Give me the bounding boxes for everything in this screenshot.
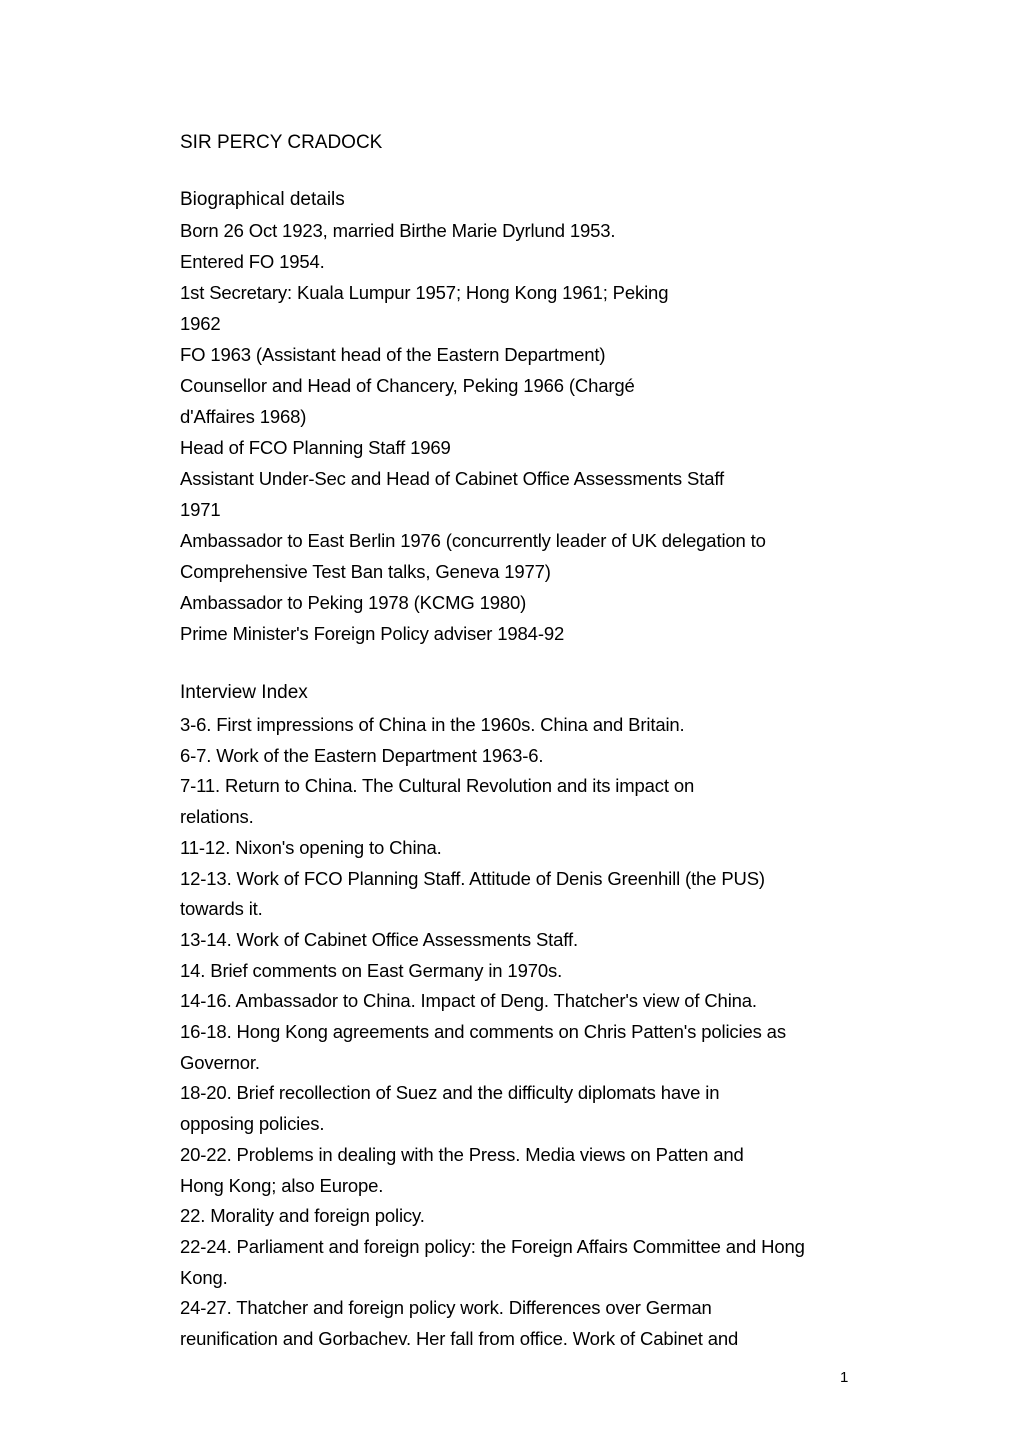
biography-line: Ambassador to East Berlin 1976 (concurrently leader of UK delegation to — [180, 530, 766, 551]
index-line: 6-7. Work of the Eastern Department 1963-6. — [180, 744, 544, 766]
biography-line: Ambassador to Peking 1978 (KCMG 1980) — [180, 592, 527, 613]
index-line: reunification and Gorbachev. Her fall from office. Work of Cabinet and — [180, 1328, 739, 1350]
index-line: opposing policies. — [180, 1113, 325, 1135]
index-line: 11-12. Nixon's opening to China. — [180, 836, 442, 858]
biography-line: Counsellor and Head of Chancery, Peking 1966 (Chargé — [180, 375, 635, 396]
index-line: Hong Kong; also Europe. — [180, 1174, 384, 1196]
biography-line: 1962 — [180, 313, 221, 334]
index-line: Kong. — [180, 1266, 228, 1288]
biographical-details-heading: Biographical details — [180, 189, 345, 210]
document-title: SIR PERCY CRADOCK — [180, 132, 383, 153]
index-line: relations. — [180, 806, 254, 828]
biography-line: Comprehensive Test Ban talks, Geneva 1977) — [180, 561, 551, 582]
index-line: 16-18. Hong Kong agreements and comments on Chris Patten's policies as — [180, 1021, 786, 1043]
biography-line: 1st Secretary: Kuala Lumpur 1957; Hong Kong 1961; Peking — [180, 282, 669, 303]
index-line: 18-20. Brief recollection of Suez and the difficulty diplomats have in — [180, 1082, 720, 1104]
biographical-details-list — [180, 215, 840, 649]
index-line: 20-22. Problems in dealing with the Press. Media views on Patten and — [180, 1143, 744, 1165]
index-line: 22-24. Parliament and foreign policy: the Foreign Affairs Committee and Hong — [180, 1235, 805, 1257]
index-line: 13-14. Work of Cabinet Office Assessments Staff. — [180, 928, 578, 950]
biography-line: Entered FO 1954. — [180, 251, 325, 272]
biography-line: 1971 — [180, 499, 221, 520]
page-number: 1 — [840, 1369, 849, 1386]
index-line: Governor. — [180, 1051, 260, 1073]
index-line: 3-6. First impressions of China in the 1960s. China and Britain. — [180, 714, 685, 735]
index-line: 14. Brief comments on East Germany in 1970s. — [180, 959, 563, 981]
index-line: towards it. — [180, 898, 263, 920]
index-line: 12-13. Work of FCO Planning Staff. Attitude of Denis Greenhill (the PUS) — [180, 867, 765, 889]
biography-line: Prime Minister's Foreign Policy adviser 1984-92 — [180, 623, 565, 644]
index-line: 22. Morality and foreign policy. — [180, 1205, 425, 1227]
biography-line: Assistant Under-Sec and Head of Cabinet Office Assessments Staff — [180, 468, 724, 489]
index-line: 7-11. Return to China. The Cultural Revolution and its impact on — [180, 775, 695, 797]
biography-line: d'Affaires 1968) — [180, 406, 307, 427]
interview-index-heading: Interview Index — [180, 682, 308, 703]
interview-index-list — [180, 710, 840, 1355]
biography-line: Head of FCO Planning Staff 1969 — [180, 437, 451, 458]
biography-line: Born 26 Oct 1923, married Birthe Marie Dyrlund 1953. — [180, 220, 616, 241]
index-line: 14-16. Ambassador to China. Impact of Deng. Thatcher's view of China. — [180, 990, 757, 1012]
index-line: 24-27. Thatcher and foreign policy work. Differences over German — [180, 1297, 712, 1319]
biography-line: FO 1963 (Assistant head of the Eastern Department) — [180, 344, 606, 365]
